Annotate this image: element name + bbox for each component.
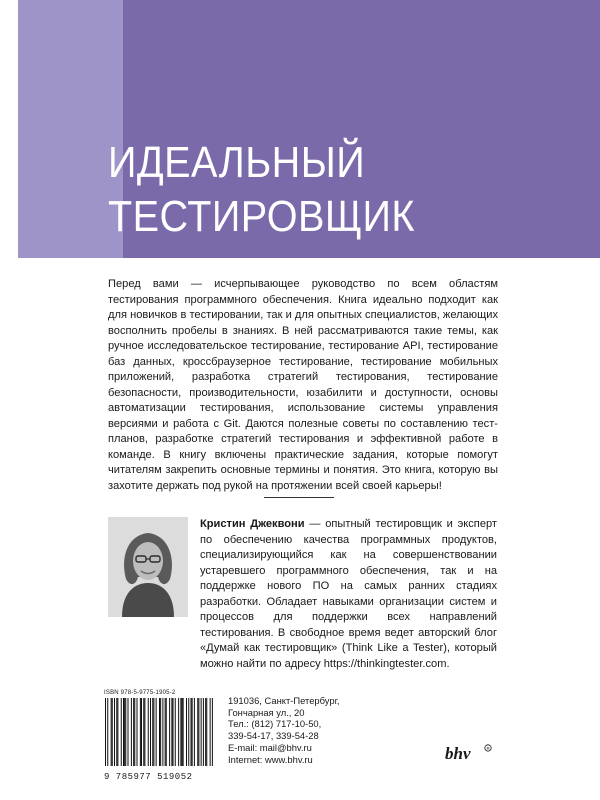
- barcode-bar: [117, 698, 118, 766]
- book-title-line-1: ИДЕАЛЬНЫЙ: [108, 138, 366, 187]
- barcode-bar: [111, 698, 112, 766]
- barcode-bar: [114, 698, 115, 766]
- author-bio: [200, 517, 497, 672]
- barcode-bar: [128, 698, 129, 766]
- barcode-bar: [206, 698, 207, 766]
- book-title: [108, 136, 415, 244]
- barcode-bar: [169, 698, 170, 766]
- barcode-bar: [124, 698, 125, 766]
- publisher-address: [228, 695, 339, 765]
- barcode-bar: [105, 698, 106, 766]
- book-description: Перед вами — исчерпывающее руководство по всем областям тестирования программного обеспечения. Книга идеально подходит как для новичков в тестировании, так и для опытных специалистов, желающих восполнить пробелы в знаниях. В ней рассматриваются такие темы, как ручное исследовательское тестирование, тестирование API, тестирование баз данных, кроссбраузерное тестирование, тестирование мобильных приложений, разработка стратегий тестирования, тестирование безопасности, производительности, юзабилити и доступности, основы автоматизации тестирования, использование системы управления версиями и работа с Git. Даются полезные советы по составлению тест-планов, разработке стратегий тестирования и эффективной работе в команде. В книгу включены практические задания, которые помогут читателям закрепить основные термины и понятия. Это книга, которую вы захотите держать под рукой на протяжении всей своей карьеры!: [108, 278, 498, 492]
- isbn-number: ISBN 978-5-9775-1905-2: [104, 690, 176, 696]
- barcode-bar: [198, 698, 199, 766]
- barcode-bar: [166, 698, 167, 766]
- address-line: E-mail: mail@bhv.ru: [228, 741, 312, 753]
- barcode-bar: [148, 698, 149, 766]
- barcode-bar: [150, 698, 151, 766]
- barcode-bar: [153, 698, 154, 766]
- barcode-bar: [133, 698, 134, 766]
- barcode-bar: [188, 698, 189, 766]
- barcode-bar: [134, 698, 135, 766]
- author-bio-text: — опытный тестировщик и эксперт по обеспечению качества программных продуктов, специализирующийся как на совершенствовании устаревшего программного обеспечения, так и на поддержке нового ПО на самых ранних стадиях разработки. Обладает навыками организации систем и процессов для поддержки всех направлений тестирования. В свободное время ведет авторский блог «Думай как тестировщик» (Think Like a Tester), который можно найти по адресу https://thinkingtester.com.: [200, 518, 497, 670]
- barcode-bar: [152, 698, 153, 766]
- barcode-bar: [112, 698, 113, 766]
- barcode-bar: [186, 698, 187, 766]
- barcode-bar: [191, 698, 192, 766]
- svg-text:R: R: [486, 746, 490, 751]
- barcode-bar: [203, 698, 204, 766]
- barcode-bar: [162, 698, 163, 766]
- address-line: Internet: www.bhv.ru: [228, 753, 313, 765]
- barcode-bar: [194, 698, 195, 766]
- address-line: Гончарная ул., 20: [228, 706, 305, 718]
- barcode-digits: 9 785977 519052: [104, 772, 193, 782]
- barcode-bar: [143, 698, 144, 766]
- barcode-bar: [178, 698, 179, 766]
- barcode-image: [104, 698, 214, 766]
- barcode-bar: [141, 698, 142, 766]
- barcode-bar: [159, 698, 160, 766]
- barcode-bar: [123, 698, 124, 766]
- address-line: Тел.: (812) 717-10-50,: [228, 718, 322, 730]
- barcode-bar: [212, 698, 213, 766]
- barcode-bar: [183, 698, 184, 766]
- svg-text:bhv: bhv: [445, 744, 471, 763]
- address-line: 339-54-17, 339-54-28: [228, 730, 319, 742]
- barcode-bar: [201, 698, 202, 766]
- barcode-bar: [171, 698, 172, 766]
- barcode-bar: [116, 698, 117, 766]
- author-photo: [108, 517, 188, 617]
- author-portrait-image: [108, 517, 188, 617]
- address-line: 191036, Санкт-Петербург,: [228, 695, 340, 706]
- barcode-bar: [144, 698, 145, 766]
- barcode-bar: [205, 698, 206, 766]
- barcode-bar: [156, 698, 157, 766]
- barcode-bar: [107, 698, 108, 766]
- barcode-bar: [160, 698, 161, 766]
- barcode-bar: [173, 698, 174, 766]
- bhv-publisher-logo: [443, 742, 493, 764]
- barcode-bar: [121, 698, 122, 766]
- book-title-line-2: ТЕСТИРОВЩИК: [108, 192, 415, 241]
- barcode-block: [104, 690, 214, 782]
- barcode-bar: [140, 698, 141, 766]
- barcode-bar: [131, 698, 132, 766]
- barcode-bar: [182, 698, 183, 766]
- barcode-bar: [192, 698, 193, 766]
- author-name: Кристин Джеквони: [200, 518, 305, 530]
- barcode-bar: [125, 698, 126, 766]
- barcode-bar: [137, 698, 138, 766]
- barcode-bar: [165, 698, 166, 766]
- barcode-bar: [175, 698, 176, 766]
- barcode-bar: [197, 698, 198, 766]
- section-divider: [264, 497, 334, 498]
- barcode-bar: [180, 698, 181, 766]
- barcode-bar: [210, 698, 211, 766]
